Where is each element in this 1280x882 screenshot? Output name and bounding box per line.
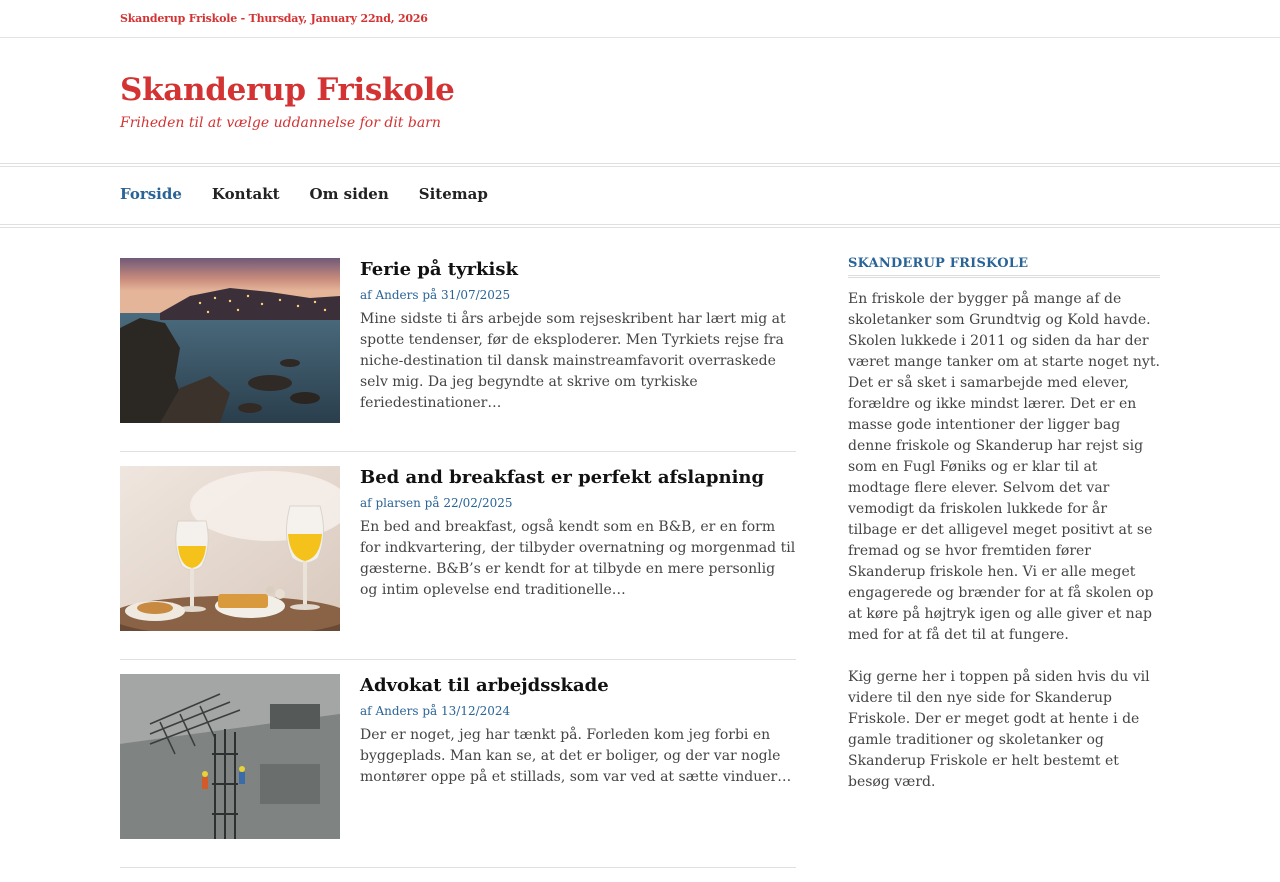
post-meta <box>360 287 796 303</box>
post-date-link[interactable]: 22/02/2025 <box>443 496 513 510</box>
breakfast-image <box>120 466 340 631</box>
coastal-town-image <box>120 258 340 423</box>
post-meta <box>360 703 796 719</box>
post-content <box>360 466 796 601</box>
nav-item-forside[interactable]: Forside <box>120 185 182 203</box>
post-thumbnail-breakfast[interactable] <box>120 466 340 631</box>
post-excerpt: Der er noget, jeg har tænkt på. Forleden kom jeg forbi en byggeplads. Man kan se, at det er boliger, og der var nogle montører oppe på et stillads, som var ved at sætte vinduer… <box>360 727 792 785</box>
meta-prefix: af <box>360 288 372 302</box>
meta-mid: på <box>424 496 440 510</box>
post-excerpt: En bed and breakfast, også kendt som en B&B, er en form for indkvartering, der tilbyder overnatning og morgenmad til gæsterne. B&B’s er kendt for at tilbyde en mere personlig og intim oplevelse end traditionelle… <box>360 519 796 598</box>
post-item <box>120 674 796 868</box>
nav-item-sitemap[interactable]: Sitemap <box>418 185 488 203</box>
post-thumbnail-construction[interactable] <box>120 674 340 839</box>
post-author-link[interactable]: Anders <box>375 288 419 302</box>
main-navigation <box>0 163 1280 228</box>
nav-item-kontakt[interactable]: Kontakt <box>211 185 280 203</box>
meta-prefix: af <box>360 704 372 718</box>
widget-paragraph: Kig gerne her i toppen på siden hvis du vil videre til den nye side for Skanderup Friskole. Der er meget godt at hente i de gamle traditioner og skoletanker og Skanderup Friskole er helt bestemt et besøg værd. <box>848 669 1150 790</box>
post-title[interactable]: Bed and breakfast er perfekt afslapning <box>360 467 765 488</box>
post-date-link[interactable]: 31/07/2025 <box>441 288 511 302</box>
date-line: Skanderup Friskole - Thursday, January 22nd, 2026 <box>120 12 428 25</box>
widget-title: SKANDERUP FRISKOLE <box>848 256 1160 278</box>
post-title[interactable]: Advokat til arbejdsskade <box>360 675 609 696</box>
site-title[interactable]: Skanderup Friskole <box>120 72 455 108</box>
widget-text <box>848 289 1160 793</box>
site-header <box>0 38 1280 163</box>
post-meta <box>360 495 796 511</box>
meta-mid: på <box>422 704 438 718</box>
post-title[interactable]: Ferie på tyrkisk <box>360 259 518 280</box>
post-list <box>120 258 796 882</box>
post-date-link[interactable]: 13/12/2024 <box>441 704 511 718</box>
construction-site-image <box>120 674 340 839</box>
top-bar <box>0 0 1280 38</box>
site-tagline: Friheden til at vælge uddannelse for dit barn <box>120 115 441 131</box>
post-thumbnail-turkey[interactable] <box>120 258 340 423</box>
post-author-link[interactable]: Anders <box>375 704 419 718</box>
post-author-link[interactable]: plarsen <box>375 496 421 510</box>
post-content <box>360 258 796 414</box>
meta-prefix: af <box>360 496 372 510</box>
post-excerpt: Mine sidste ti års arbejde som rejseskribent har lært mig at spotte tendenser, før de eksploderer. Men Tyrkiets rejse fra niche-destination til dansk mainstreamfavorit overraskede selv mig. Da jeg begyndte at skrive om tyrkiske feriedestinationer… <box>360 311 786 411</box>
post-item <box>120 466 796 660</box>
nav-item-om-siden[interactable]: Om siden <box>309 185 389 203</box>
post-content <box>360 674 796 788</box>
sidebar <box>848 256 1160 793</box>
widget-paragraph: En friskole der bygger på mange af de skoletanker som Grundtvig og Kold havde. Skolen lukkede i 2011 og siden da har der været mange tanker om at starte noget nyt. Det er så sket i samarbejde med elever, forældre og ikke mindst lærer. Det er en masse gode intentioner der ligger bag denne friskole og Skanderup har rejst sig som en Fugl Føniks og er klar til at modtage flere elever. Selvom det var vemodigt da friskolen lukkede for år tilbage er det alligevel meget positivt at se fremad og se hvor fremtiden fører Skanderup friskole hen. Vi er alle meget engagerede og brænder for at få skolen op at køre på højtryk igen og alle giver et nap med for at få det til at fungere. <box>848 291 1160 643</box>
post-item <box>120 258 796 452</box>
meta-mid: på <box>422 288 438 302</box>
